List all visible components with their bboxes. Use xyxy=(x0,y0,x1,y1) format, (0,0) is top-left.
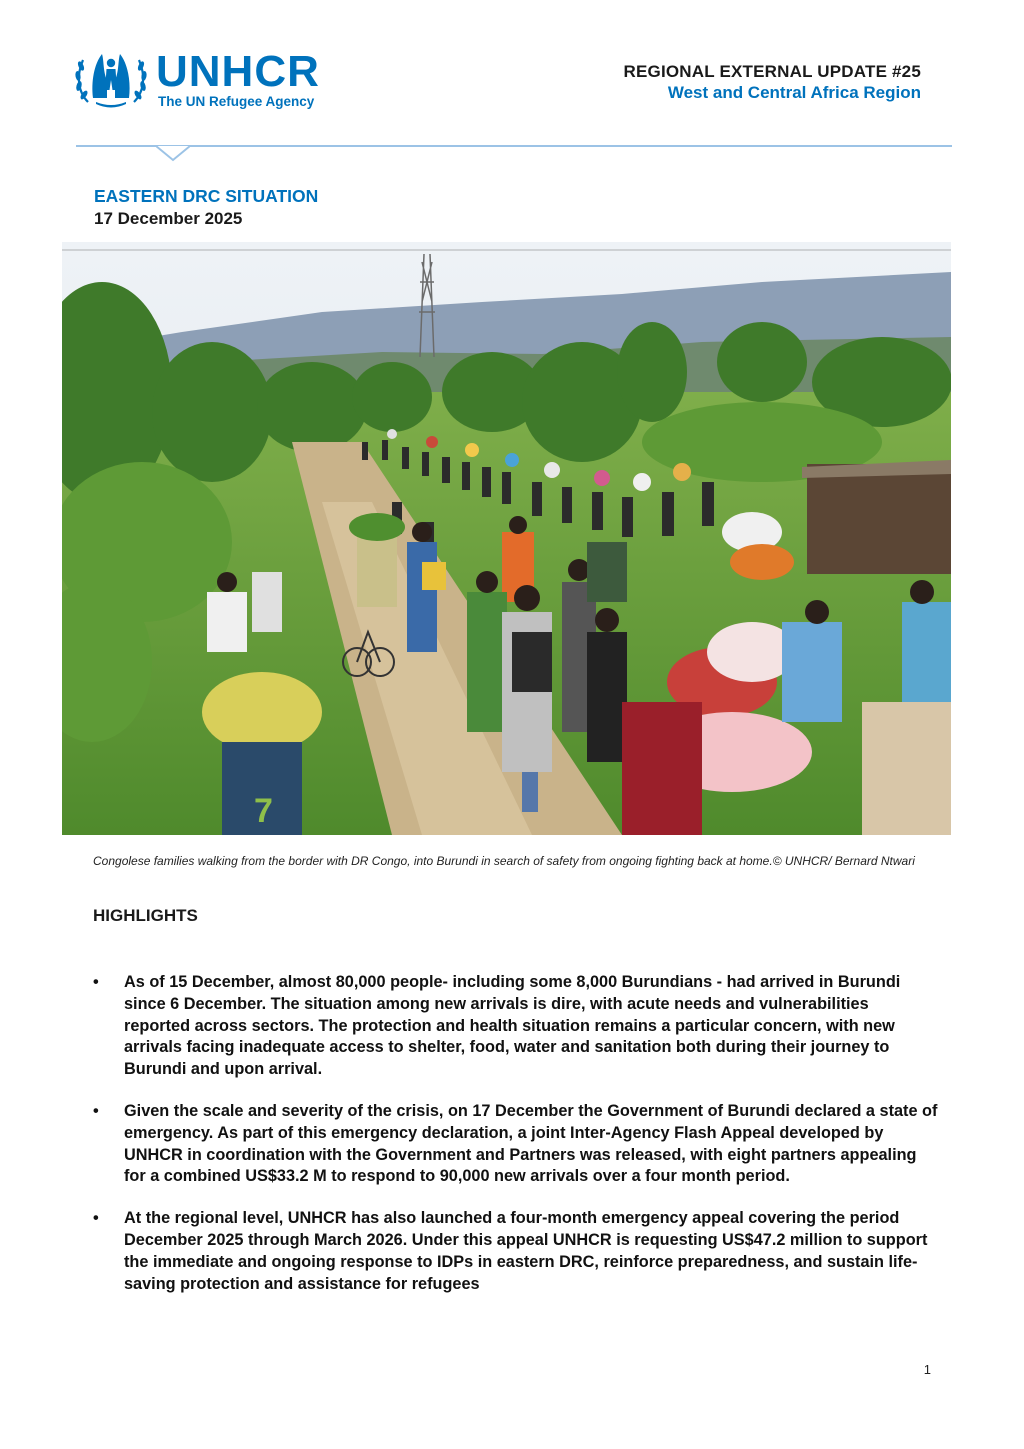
unhcr-logo xyxy=(74,46,344,112)
divider-notch-icon xyxy=(156,145,190,163)
bullet-icon: • xyxy=(93,1101,99,1120)
page-number: 1 xyxy=(923,1362,931,1377)
bullet-icon: • xyxy=(93,1209,99,1228)
highlights-heading: HIGHLIGHTS xyxy=(93,906,198,925)
unhcr-tagline: The UN Refugee Agency xyxy=(158,94,315,109)
unhcr-wordmark: UNHCR xyxy=(156,47,320,96)
update-header xyxy=(624,62,922,103)
section-title: EASTERN DRC SITUATION xyxy=(94,186,319,206)
highlights-list xyxy=(93,972,938,1315)
photo-caption: Congolese families walking from the border with DR Congo, into Burundi in search of safety from ongoing fighting back at home.© UNHCR/ Bernard Ntwari xyxy=(93,854,915,868)
header-divider xyxy=(76,145,952,147)
highlight-text: Given the scale and severity of the crisis, on 17 December the Government of Burundi declared a state of emergency. As part of this emergency declaration, a joint Inter-Agency Flash Appeal developed by UNHCR in coordination with the Government and Partners was released, with eight partners appealing for a combined US$33.2 M to respond to 90,000 new arrivals over a four month period. xyxy=(124,1101,938,1186)
bullet-icon: • xyxy=(93,973,99,991)
unhcr-emblem-icon xyxy=(74,46,148,112)
highlight-text: At the regional level, UNHCR has also launched a four-month emergency appeal covering the period December 2025 through March 2026. Under this appeal UNHCR is requesting US$47.2 million to support the immediate and ongoing response to IDPs in eastern DRC, reinforce preparedness, and sustain life-saving protection and assistance for refugees xyxy=(124,1209,928,1293)
region-name: West and Central Africa Region xyxy=(667,83,921,102)
svg-text:7: 7 xyxy=(254,792,273,830)
refugees-photo xyxy=(62,242,951,835)
section-date: 17 December 2025 xyxy=(94,209,243,228)
list-item xyxy=(93,972,938,1081)
update-title: REGIONAL EXTERNAL UPDATE #25 xyxy=(623,62,921,81)
list-item xyxy=(93,1208,938,1295)
highlight-text: As of 15 December, almost 80,000 people- including some 8,000 Burundians - had arrived in Burundi since 6 December. The situation among new arrivals is dire, with acute needs and vulnerabilities reported across sectors. The protection and health situation remains a particular concern, with new arrivals facing inadequate access to shelter, food, water and sanitation both during their journey to Burundi and upon arrival. xyxy=(124,973,901,1079)
list-item xyxy=(93,1101,938,1188)
